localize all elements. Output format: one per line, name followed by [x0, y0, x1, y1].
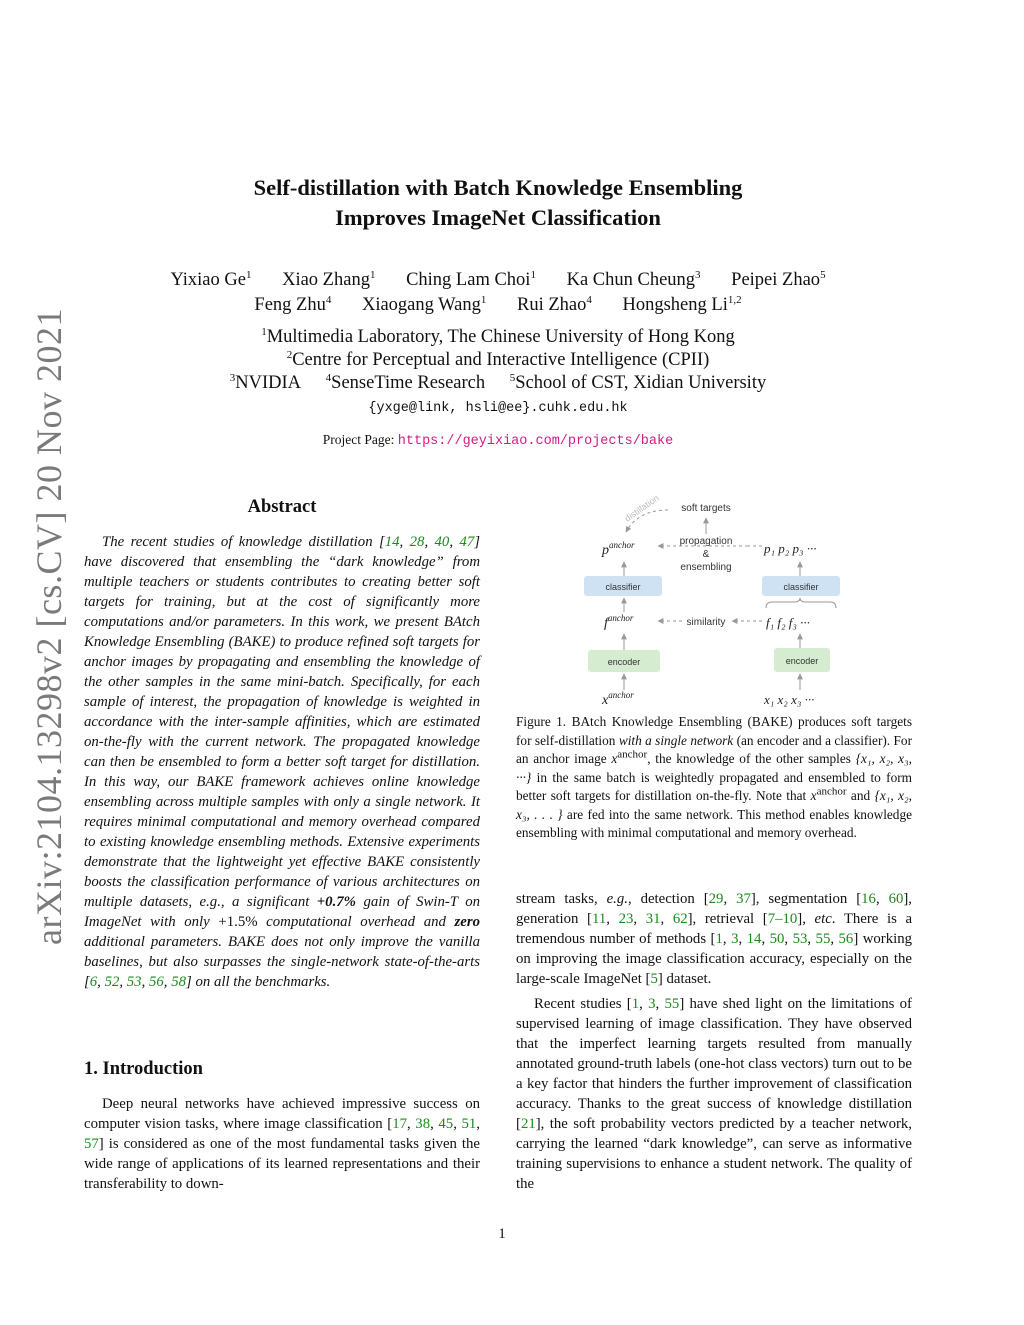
citation-link[interactable]: 38 — [415, 1116, 431, 1132]
figure-caption: Figure 1. BAtch Knowledge Ensembling (BAKE) produces soft targets for self-distillation with a single network (an encoder and a classifier). For an anchor image $x^{anchor}$, the knowledge of the other samples {x₁, x₂, x₃, ···} in the same batch is weightedly propagated and ensembled to form better soft targets for distillation on-the-fly. Note that $x^{anchor}$ and {x₁, x₂, x₃, . . . } are fed into the same network. This method enables knowledge ensembling with minimal computational and memory overhead. — [516, 714, 913, 840]
citation-link[interactable]: 50 — [769, 931, 785, 947]
author: Xiao Zhang$^1$ — [282, 268, 376, 290]
encoder-label-left: encoder — [607, 657, 641, 667]
citation-link[interactable]: 29 — [708, 891, 724, 907]
paper-title — [120, 173, 876, 233]
arxiv-identifier: arXiv:2104.13298v2 [cs.CV] 20 Nov 2021 — [29, 308, 69, 945]
citation-link[interactable]: 57 — [84, 1136, 99, 1152]
abstract-heading: Abstract — [247, 497, 317, 517]
citation-link[interactable]: 62 — [672, 911, 688, 927]
citation-link[interactable]: 7–10 — [767, 911, 798, 927]
citation-link[interactable]: 1 — [715, 931, 723, 947]
citation-link[interactable]: 5 — [650, 971, 658, 987]
citation-link[interactable]: 3 — [731, 931, 739, 947]
citation-link[interactable]: 17 — [392, 1116, 407, 1132]
citation-link[interactable]: 31 — [645, 911, 661, 927]
authors-row-1 — [100, 270, 896, 291]
classifier-label-right: classifier — [783, 582, 819, 592]
author: Ching Lam Choi$^1$ — [406, 268, 536, 290]
citation-link[interactable]: 53 — [792, 931, 808, 947]
project-page: Project Page: https://geyixiao.com/projects/bake — [322, 432, 674, 449]
author: Yixiao Ge$^1$ — [170, 268, 252, 290]
affiliation-3-4-5: $^3$NVIDIA $^4$SenseTime Research $^5$School of CST, Xidian University — [229, 371, 767, 393]
citation-link[interactable]: 23 — [618, 911, 634, 927]
citation-link[interactable]: 56 — [148, 974, 164, 990]
citation-link[interactable]: 11 — [592, 911, 607, 927]
affiliation-2: $^2$Centre for Perceptual and Interactive Intelligence (CPII) — [286, 348, 710, 370]
title-line-1: Self-distillation with Batch Knowledge Ensembling — [253, 175, 743, 200]
author: Hongsheng Li$^{1,2}$ — [622, 293, 742, 315]
citation-link[interactable]: 1 — [631, 996, 640, 1012]
citation-link[interactable]: 53 — [126, 974, 142, 990]
citation-link[interactable]: 16 — [861, 891, 876, 907]
encoder-label-right: encoder — [785, 656, 819, 666]
abstract-body: The recent studies of knowledge distillation [14, 28, 40, 47] have discovered that ensembling the “dark knowledge” from multiple teachers or students contributes to creating better soft targets for training, but at the cost of significantly more computations and/or parameters. In this work, we present BAtch Knowledge Ensembling (BAKE) to produce refined soft targets for anchor images by propagating and ensembling the knowledge of the other samples in the same mini-batch. Specifically, for each sample of interest, the propagation of knowledge is weighted in accordance with the inter-sample affinities, which are estimated on-the-fly with the current network. The propagated knowledge can then be ensembled to form a better soft target for distillation. In this way, our BAKE framework achieves online knowledge ensembling across multiple samples with only a single network. It requires minimal computational and memory overhead compared to existing knowledge ensembling methods. Extensive experiments demonstrate that the lightweight yet effective BAKE consistently boosts the classification performance of various architectures on multiple datasets, e.g., a significant +0.7% gain of Swin-T on ImageNet with only +1.5% computational overhead and zero additional parameters. BAKE does not only improve the vanilla baselines, but also surpasses the single-network state-of-the-arts [6, 52, 53, 56, 58] on all the benchmarks. — [84, 534, 480, 990]
ensembling-label: ensembling — [680, 562, 732, 573]
citation-link[interactable]: 37 — [736, 891, 751, 907]
distillation-label: distillation — [622, 492, 661, 524]
citation-link[interactable]: 55 — [815, 931, 831, 947]
f-anchor-label: $f^{anchor}$ — [604, 613, 634, 631]
citation-link[interactable]: 47 — [459, 534, 475, 550]
section-heading-introduction: 1. Introduction — [84, 1059, 203, 1079]
page-number: 1 — [498, 1226, 506, 1242]
authors-row-2 — [100, 295, 896, 316]
affiliation-1: $^1$Multimedia Laboratory, The Chinese University of Hong Kong — [261, 325, 735, 347]
bake-figure — [578, 490, 898, 710]
citation-link[interactable]: 56 — [838, 931, 854, 947]
author: Feng Zhu$^4$ — [254, 293, 332, 315]
citation-link[interactable]: 60 — [888, 891, 904, 907]
x-anchor-label: $x^{anchor}$ — [602, 690, 634, 708]
f-list-label: f₁ f₂ f₃ ··· — [766, 615, 810, 630]
soft-targets-label: soft targets — [681, 503, 731, 514]
citation-link[interactable]: 40 — [434, 534, 450, 550]
citation-link[interactable]: 21 — [520, 1116, 536, 1132]
citation-link[interactable]: 51 — [461, 1116, 477, 1132]
brace — [766, 598, 836, 608]
citation-link[interactable]: 58 — [171, 974, 186, 990]
p-list-label: p₁ p₂ p₃ ··· — [764, 541, 817, 556]
propagation-label: propagation — [679, 536, 733, 547]
author: Xiaogang Wang$^1$ — [361, 293, 487, 315]
citation-link[interactable]: 45 — [438, 1116, 454, 1132]
ampersand-label: & — [702, 549, 710, 560]
title-line-2: Improves ImageNet Classification — [335, 205, 661, 230]
right-column-paragraph-2: Recent studies [1, 3, 55] have shed light on the limitations of supervised learning of image classification. They have observed that the imperfect learning targets resulted from manually annotated ground-truth labels (one-hot class vectors) turn out to be a key factor that hinders the further improvement of classification accuracy. Thanks to the great success of knowledge distillation [21], the soft probability vectors predicted by a teacher network, carrying the learned “dark knowledge”, can serve as informative training supervisions to enhance a student network. The quality of the — [516, 996, 912, 1192]
citation-link[interactable]: 6 — [89, 974, 98, 990]
p-anchor-label: $p^{anchor}$ — [602, 540, 635, 558]
author-email: {yxge@link, hsli@ee}.cuhk.edu.hk — [368, 401, 628, 416]
citation-link[interactable]: 14 — [384, 534, 400, 550]
introduction-paragraph: Deep neural networks have achieved impressive success on computer vision tasks, where image classification [17, 38, 45, 51, 57] is considered as one of the most fundamental tasks given the wide range of applications of its learned representations and their transferability to down- — [84, 1096, 480, 1192]
similarity-label: similarity — [686, 617, 726, 628]
x-list-label: x₁ x₂ x₃ ··· — [764, 692, 815, 707]
right-column-paragraph-1: stream tasks, e.g., detection [29, 37], segmentation [16, 60], generation [11, 23, 31, 62], retrieval [7–10], etc. There is a tremendous number of methods [1, 3, 14, 50, 53, 55, 56] working on improving the image classification accuracy, especially on the large-scale ImageNet [5] dataset. — [516, 891, 913, 987]
citation-link[interactable]: 55 — [664, 996, 680, 1012]
project-link[interactable]: https://geyixiao.com/projects/bake — [397, 434, 674, 449]
classifier-label-left: classifier — [605, 582, 641, 592]
citation-link[interactable]: 3 — [648, 996, 656, 1012]
citation-link[interactable]: 14 — [746, 931, 762, 947]
citation-link[interactable]: 28 — [409, 534, 425, 550]
author: Peipei Zhao$^5$ — [731, 268, 826, 290]
author: Ka Chun Cheung$^3$ — [566, 268, 701, 290]
author: Rui Zhao$^4$ — [517, 293, 592, 315]
citation-link[interactable]: 52 — [104, 974, 120, 990]
